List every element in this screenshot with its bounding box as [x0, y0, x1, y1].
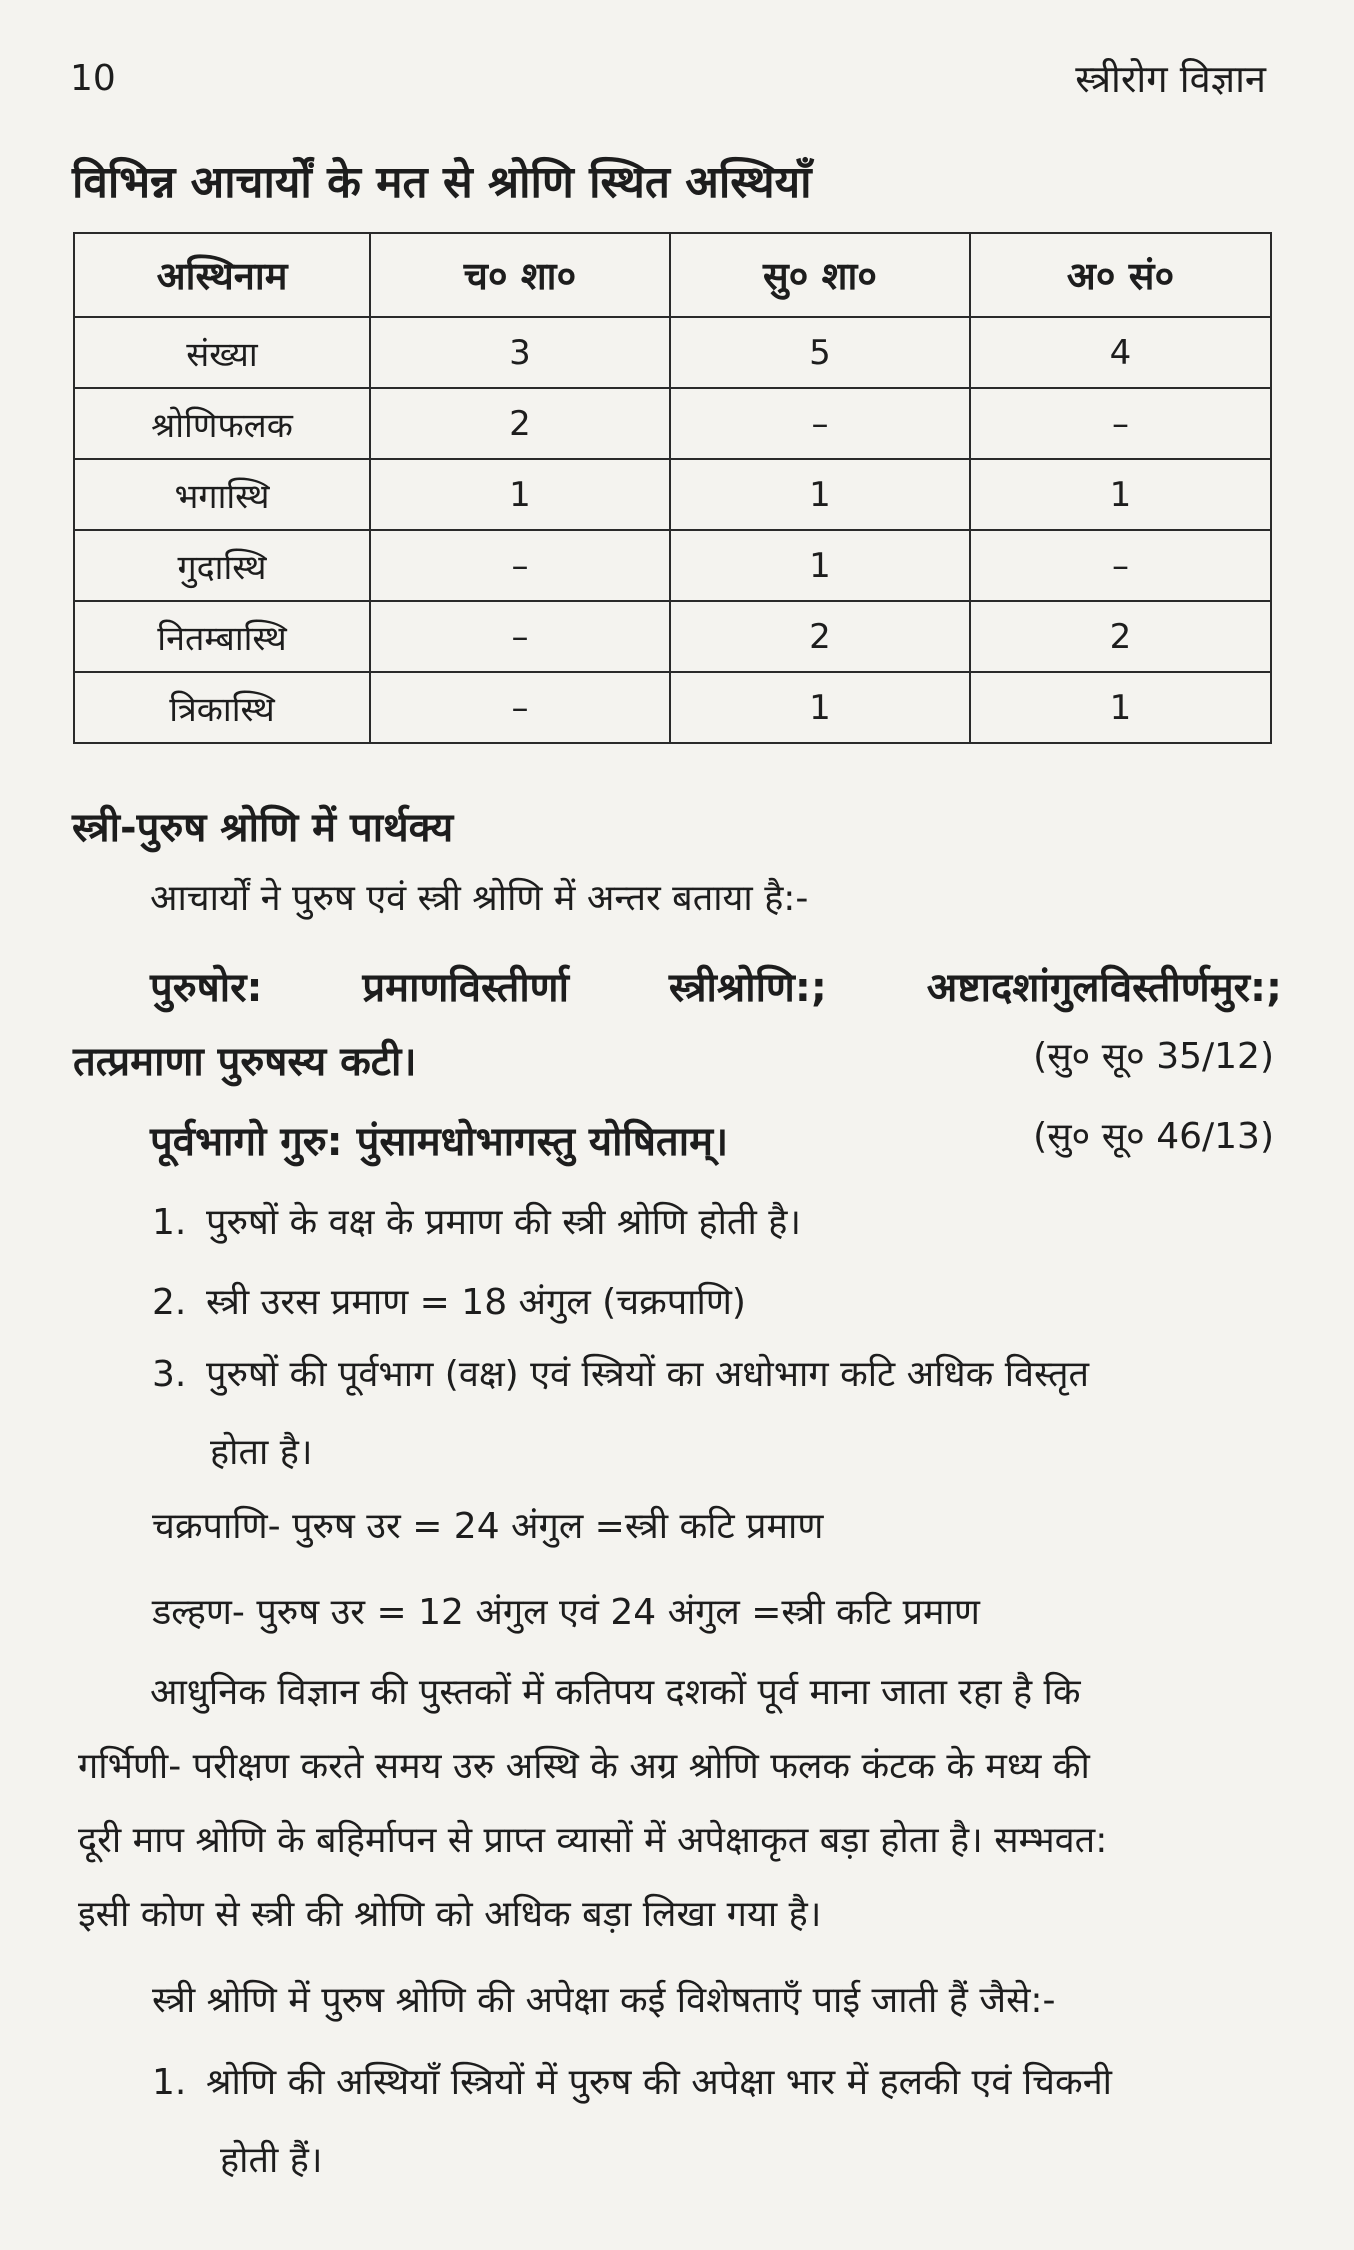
table-cell: 1 [670, 672, 970, 743]
list-item [152, 1196, 801, 1245]
table-cell: 1 [370, 459, 670, 530]
verse-1-reference: (सु० सू० 35/12) [1033, 1036, 1274, 1077]
intro-line: आचार्यों ने पुरुष एवं स्त्री श्रोणि में अन्तर बताया है:- [150, 878, 809, 919]
list-number: 1. [152, 2062, 187, 2103]
table-cell: 1 [970, 459, 1271, 530]
list-text: पुरुषों के वक्ष के प्रमाण की स्त्री श्रोणि होती है। [206, 1202, 801, 1243]
table-cell: 2 [970, 601, 1271, 672]
table-cell: श्रोणिफलक [74, 388, 370, 459]
table-row [74, 388, 1271, 459]
list-continuation: होता है। [210, 1432, 313, 1473]
paragraph-line: गर्भिणी- परीक्षण करते समय उरु अस्थि के अग्र श्रोणि फलक कंटक के मध्य की [78, 1746, 1090, 1787]
table-cell: 1 [970, 672, 1271, 743]
list-text: पुरुषों की पूर्वभाग (वक्ष) एवं स्त्रियों का अधोभाग कटि अधिक विस्तृत [206, 1354, 1090, 1395]
table-row [74, 601, 1271, 672]
chakrapani-note: चक्रपाणि- पुरुष उर = 24 अंगुल =स्त्री कटि प्रमाण [152, 1506, 824, 1547]
list-item [152, 2056, 1112, 2105]
page-number: 10 [70, 58, 116, 99]
table-cell: 2 [670, 601, 970, 672]
pelvic-bones-table [73, 232, 1272, 744]
table-cell: – [370, 601, 670, 672]
list-number: 2. [152, 1282, 187, 1323]
paragraph-line: दूरी माप श्रोणि के बहिर्मापन से प्राप्त व्यासों में अपेक्षाकृत बड़ा होता है। सम्भवत: [78, 1820, 1108, 1861]
table-cell: त्रिकास्थि [74, 672, 370, 743]
table-cell: 3 [370, 317, 670, 388]
list-continuation: होती हैं। [220, 2140, 323, 2181]
table-cell: – [370, 530, 670, 601]
verse-1-line-2: तत्प्रमाणा पुरुषस्य कटी। [73, 1039, 417, 1085]
verse-2: पूर्वभागो गुरु: पुंसामधोभागस्तु योषिताम्। [150, 1119, 729, 1165]
column-header: च० शा० [370, 233, 670, 317]
table-header-row [74, 233, 1271, 317]
section-heading: स्त्री-पुरुष श्रोणि में पार्थक्य [72, 805, 454, 851]
table-row [74, 459, 1271, 530]
table-cell: संख्या [74, 317, 370, 388]
table-cell: भगास्थि [74, 459, 370, 530]
table-cell: – [970, 530, 1271, 601]
table-row [74, 317, 1271, 388]
table-row [74, 672, 1271, 743]
features-intro: स्त्री श्रोणि में पुरुष श्रोणि की अपेक्षा कई विशेषताएँ पाई जाती हैं जैसे:- [152, 1980, 1056, 2021]
verse-word: अष्टादशांगुलविस्तीर्णमुर:; [926, 965, 1282, 1011]
paragraph-line: इसी कोण से स्त्री की श्रोणि को अधिक बड़ा लिखा गया है। [78, 1894, 822, 1935]
dalhana-note: डल्हण- पुरुष उर = 12 अंगुल एवं 24 अंगुल =स्त्री कटि प्रमाण [152, 1592, 980, 1633]
column-header: अ० सं० [970, 233, 1271, 317]
list-item [152, 1348, 1089, 1397]
table-cell: 1 [670, 530, 970, 601]
table-cell: – [670, 388, 970, 459]
table-title: विभिन्न आचार्यों के मत से श्रोणि स्थित अस्थियाँ [72, 157, 812, 208]
verse-word: पुरुषोर: [150, 965, 263, 1011]
list-text: श्रोणि की अस्थियाँ स्त्रियों में पुरुष की अपेक्षा भार में हलकी एवं चिकनी [206, 2062, 1112, 2103]
running-title: स्त्रीरोग विज्ञान [1075, 57, 1266, 101]
table-cell: नितम्बास्थि [74, 601, 370, 672]
verse-word: स्त्रीश्रोणि:; [668, 965, 827, 1011]
column-header: अस्थिनाम [74, 233, 370, 317]
table-cell: – [970, 388, 1271, 459]
paragraph-line: आधुनिक विज्ञान की पुस्तकों में कतिपय दशकों पूर्व माना जाता रहा है कि [150, 1672, 1081, 1713]
table-cell: 1 [670, 459, 970, 530]
table-cell: 5 [670, 317, 970, 388]
table-cell: – [370, 672, 670, 743]
verse-word: प्रमाणविस्तीर्णा [362, 965, 569, 1011]
verse-1-line-1 [150, 958, 1282, 1013]
column-header: सु० शा० [670, 233, 970, 317]
table-row [74, 530, 1271, 601]
list-number: 3. [152, 1354, 187, 1395]
list-item [152, 1276, 746, 1325]
table-cell: 2 [370, 388, 670, 459]
table-cell: 4 [970, 317, 1271, 388]
list-number: 1. [152, 1202, 187, 1243]
verse-2-reference: (सु० सू० 46/13) [1033, 1116, 1274, 1157]
list-text: स्त्री उरस प्रमाण = 18 अंगुल (चक्रपाणि) [206, 1282, 746, 1323]
table-cell: गुदास्थि [74, 530, 370, 601]
